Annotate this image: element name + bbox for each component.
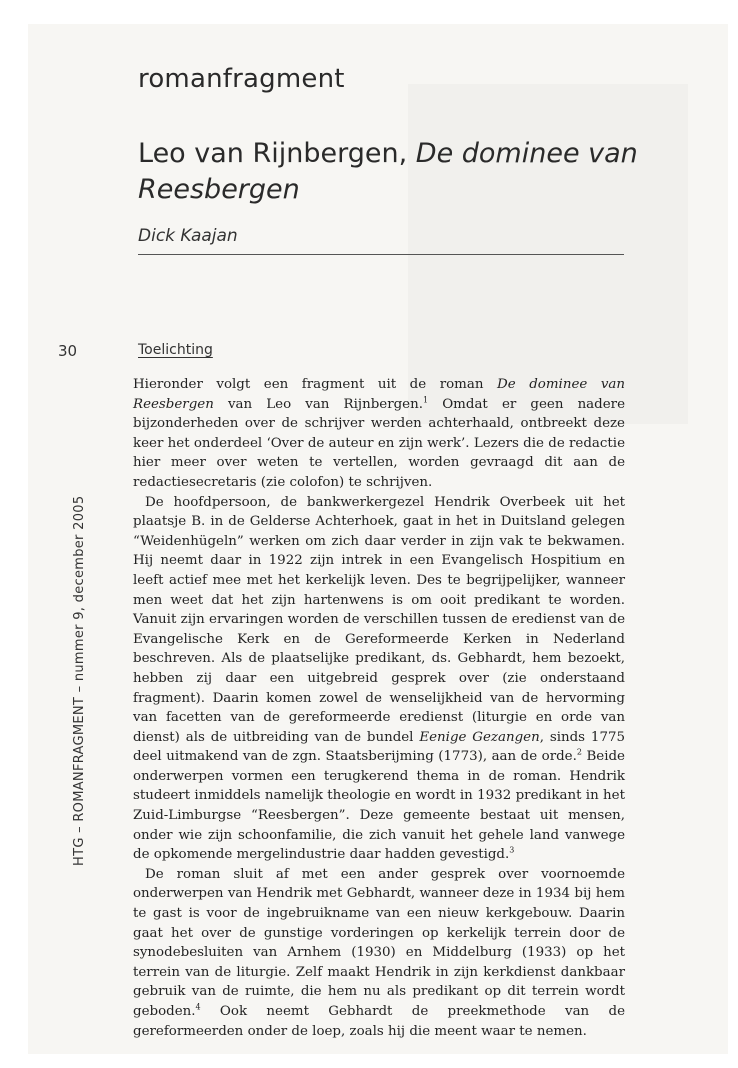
- text-run: De hoofdpersoon, de bankwerkergezel Hendrik Overbeek uit het plaatsje B. in de Gelderse Achterhoek, gaat in het in Duitsland gelegen “Weidenhügeln” werken om zich daar verder in zijn vak te bekwamen. Hij neemt daar in 1922 zijn intrek in een Evangelisch Hospitium en leeft actief mee met het kerkelijk leven. Des te begrijpelijker, wanneer men weet dat het zijn hartenwens is om ooit predikant te worden. Vanuit zijn ervaringen worden de verschillen tussen de eredienst van de Evangelische Kerk en de Gereformeerde Kerken in Nederland beschreven. Als de plaatselijke predikant, ds. Gebhardt, hem bezoekt, hebben zij daar een uitgebreid gesprek over (zie onderstaand fragment). Daarin komen zowel de wenselijkheid van de hervorming van facetten van de gereformeerde eredienst (liturgie en orde van dienst) als de uitbreiding van de bundel: [133, 494, 625, 745]
- body-text: [133, 375, 625, 1041]
- text-run: Omdat er geen nadere bijzonderheden over de schrijver werden achterhaald, ontbreekt deze keer het onderdeel ‘Over de auteur en zijn werk’. Lezers die de redactie hier meer over weten te vertellen, worden gevraagd dit aan de redactiesecretaris (zie colofon) te schrijven.: [133, 396, 625, 490]
- paragraph-3: [133, 865, 625, 1041]
- text-run: Hieronder volgt een fragment uit de roman: [133, 377, 498, 392]
- running-head: HTG – ROMANFRAGMENT – nummer 9, december 2005: [72, 495, 87, 866]
- text-run: De roman sluit af met een ander gesprek over voornoemde onderwerpen van Hendrik met Gebhardt, wanneer deze in 1934 bij hem te gast is voor de ingebruikname van een nieuw kerkgebouw. Daarin gaat het over de gunstige vorderingen op kerkelijk terrein door de synodebesluiten van Arnhem (1930) en Middelburg (1933) op het terrein van de liturgie. Zelf maakt Hendrik in zijn kerkdienst dankbaar gebruik van de ruimte, die hem nu als predikant op dit terrein wordt geboden.: [133, 866, 625, 1019]
- text-run: Ook neemt Gebhardt de preekmethode van de gereformeerden onder de loep, zoals hij die meent waar te nemen.: [133, 1004, 625, 1039]
- footnote-ref: 2: [576, 747, 582, 757]
- text-run: , sinds 1775 deel uitmakend van de zgn. Staatsberijming (1773), aan de orde.: [133, 729, 625, 765]
- subheading: Toelichting: [138, 342, 213, 358]
- title-rule: [138, 254, 624, 255]
- footnote-ref: 3: [509, 845, 515, 855]
- footnote-ref: 4: [195, 1002, 201, 1012]
- book-title-italic: De dominee van Reesbergen: [133, 377, 625, 412]
- author-name: Dick Kaajan: [138, 226, 238, 246]
- book-title-italic: Eenige Gezangen: [419, 729, 540, 745]
- paragraph-1: [133, 375, 625, 493]
- title-book-part: De dominee van Reesbergen: [138, 138, 638, 205]
- text-run: van Leo van Rijnbergen.: [213, 396, 423, 412]
- article-title: [138, 136, 638, 208]
- text-run: Beide onderwerpen vormen een terugkerend thema in de roman. Hendrik studeert inmiddels namelijk theologie en wordt in 1932 predikant in het Zuid-Limburgse “Reesbergen”. Deze gemeente bestaat uit mensen, onder wie zijn schoonfamilie, die zich vanuit het gehele land vanwege de opkomende mergelindustrie daar hadden gevestigd.: [133, 749, 625, 863]
- paragraph-2: [133, 493, 625, 865]
- section-label: romanfragment: [138, 64, 345, 94]
- footnote-ref: 1: [422, 395, 429, 405]
- page-number: 30: [58, 342, 78, 360]
- title-author-part: Leo van Rijnbergen,: [138, 138, 416, 169]
